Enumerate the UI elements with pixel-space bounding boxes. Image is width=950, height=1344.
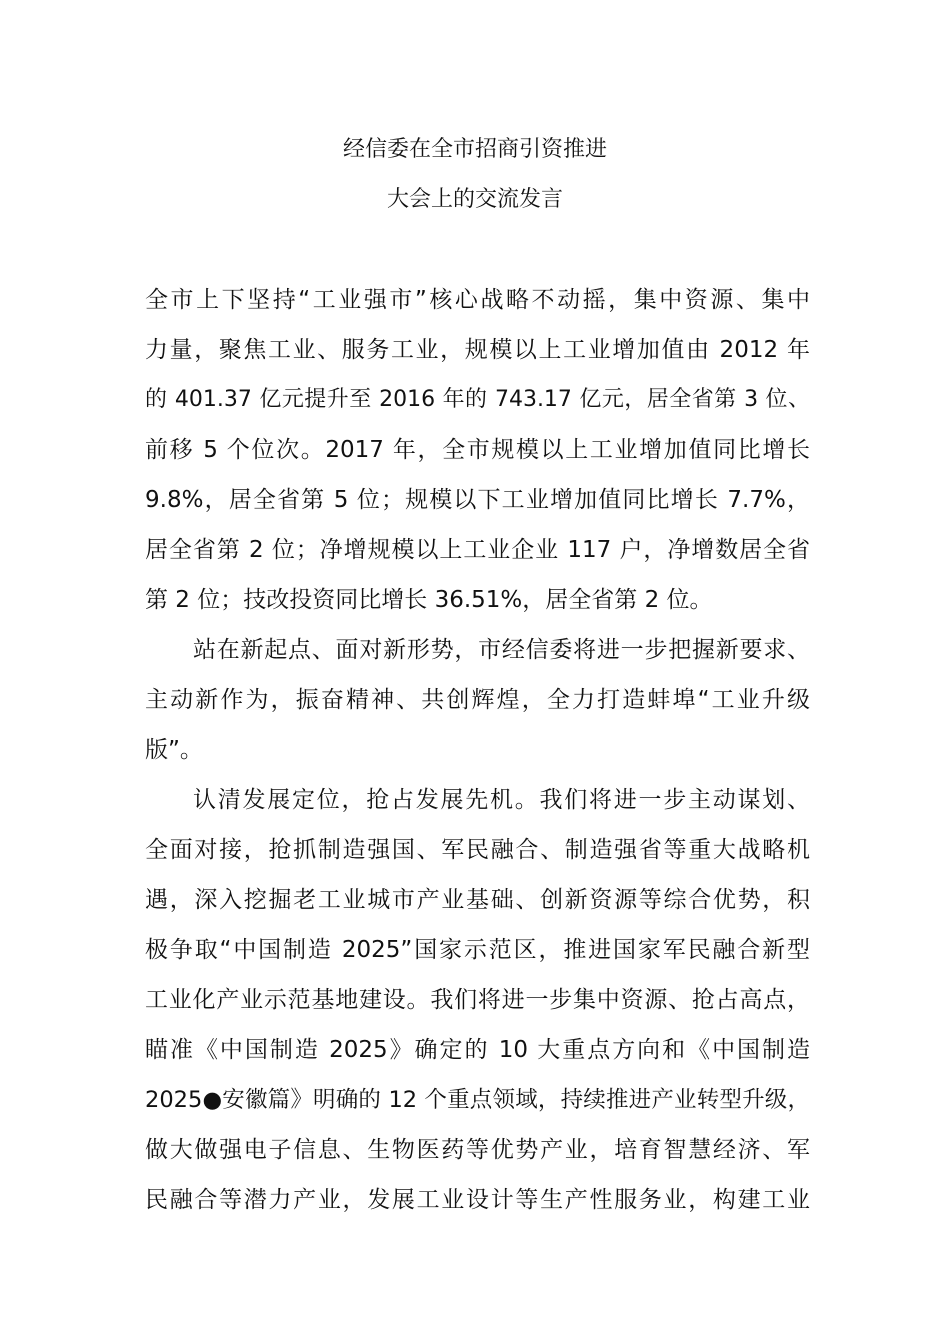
paragraph-3-line: 认清发展定位，抢占发展先机。我们将进一步主动谋划、 (193, 787, 810, 813)
paragraph-3-line: 全面对接，抢抓制造强国、军民融合、制造强省等重大战略机 (145, 837, 810, 863)
paragraph-1-line: 9.8%，居全省第 5 位；规模以下工业增加值同比增长 7.7%， (145, 487, 810, 513)
paragraph-2-line: 主动新作为，振奋精神、共创辉煌，全力打造蚌埠“工业升级 (145, 687, 810, 713)
paragraph-3-line: 遇，深入挖掘老工业城市产业基础、创新资源等综合优势，积 (145, 887, 810, 913)
paragraph-3-line: 民融合等潜力产业，发展工业设计等生产性服务业，构建工业 (145, 1187, 810, 1213)
paragraph-1-line: 前移 5 个位次。2017 年，全市规模以上工业增加值同比增长 (145, 437, 810, 463)
paragraph-1-line: 的 401.37 亿元提升至 2016 年的 743.17 亿元，居全省第 3 位、 (145, 387, 810, 412)
paragraph-3-line: 工业化产业示范基地建设。我们将进一步集中资源、抢占高点， (145, 987, 810, 1013)
paragraph-3-line: 极争取“中国制造 2025”国家示范区，推进国家军民融合新型 (145, 937, 810, 963)
paragraph-1-line: 全市上下坚持“工业强市”核心战略不动摇，集中资源、集中 (145, 287, 810, 313)
paragraph-1-line: 力量，聚焦工业、服务工业，规模以上工业增加值由 2012 年 (145, 337, 810, 363)
paragraph-1-line: 居全省第 2 位；净增规模以上工业企业 117 户，净增数居全省 (145, 537, 810, 563)
document-title-line-1: 经信委在全市招商引资推进 (342, 137, 607, 162)
paragraph-3-line: 2025●安徽篇》明确的 12 个重点领域，持续推进产业转型升级， (145, 1087, 810, 1113)
paragraph-1-line: 第 2 位；技改投资同比增长 36.51%，居全省第 2 位。 (145, 587, 713, 613)
paragraph-2-line: 版”。 (145, 737, 203, 763)
paragraph-3-line: 瞄准《中国制造 2025》确定的 10 大重点方向和《中国制造 (145, 1037, 810, 1063)
document-title-line-2: 大会上的交流发言 (386, 187, 563, 212)
document-body (145, 282, 810, 1232)
paragraph-3-line: 做大做强电子信息、生物医药等优势产业，培育智慧经济、军 (145, 1137, 810, 1163)
paragraph-2-line: 站在新起点、面对新形势，市经信委将进一步把握新要求、 (193, 637, 810, 663)
